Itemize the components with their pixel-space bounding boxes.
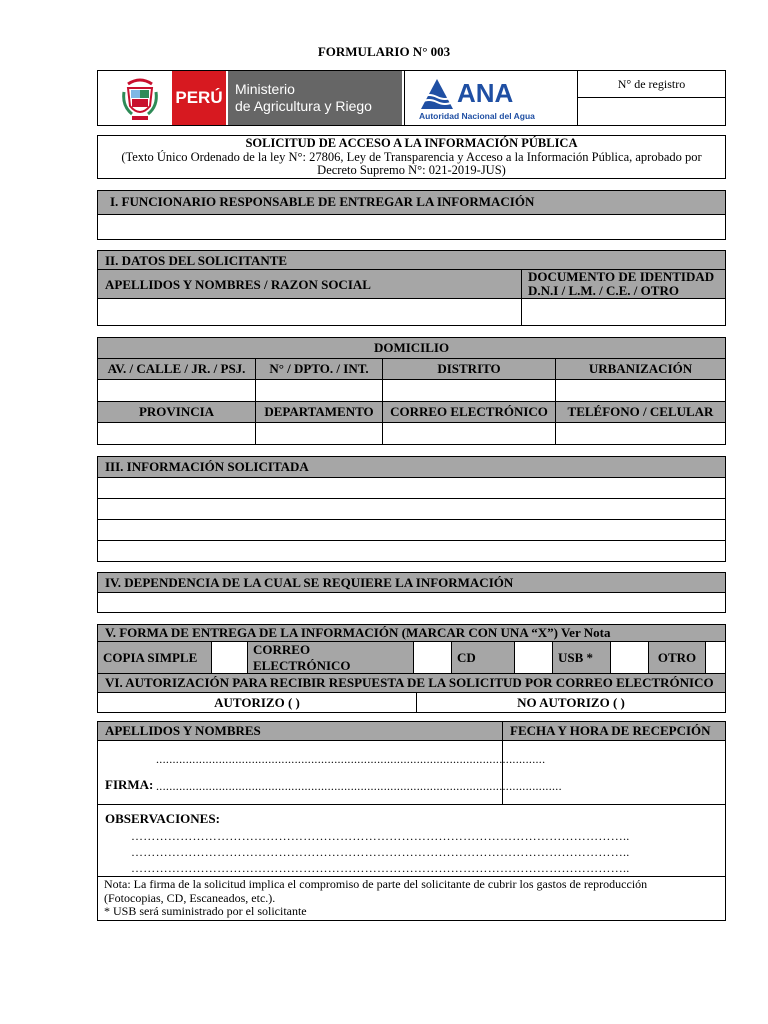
section5 bbox=[97, 624, 726, 673]
option-correo-box[interactable] bbox=[414, 642, 452, 675]
option-copia-label: COPIA SIMPLE bbox=[98, 642, 212, 675]
section4 bbox=[97, 572, 726, 612]
section2 bbox=[97, 250, 726, 326]
request-title: SOLICITUD DE ACCESO A LA INFORMACIÓN PÚBLICA bbox=[245, 136, 578, 150]
domicilio-title: DOMICILIO bbox=[98, 338, 726, 359]
calle-field[interactable] bbox=[98, 380, 256, 402]
section3 bbox=[97, 456, 726, 561]
col-distrito: DISTRITO bbox=[383, 359, 556, 380]
option-cd-label: CD bbox=[452, 642, 515, 675]
no-autorizo-option[interactable]: NO AUTORIZO ( ) bbox=[417, 693, 726, 713]
provincia-field[interactable] bbox=[98, 423, 256, 445]
option-otro-box[interactable] bbox=[706, 642, 726, 675]
doc-field[interactable] bbox=[522, 299, 725, 325]
observaciones-label: OBSERVACIONES: bbox=[105, 811, 220, 826]
peru-logo bbox=[172, 71, 226, 125]
names-label: APELLIDOS Y NOMBRES bbox=[98, 722, 503, 741]
option-cd-box[interactable] bbox=[515, 642, 553, 675]
ana-wave-icon bbox=[419, 79, 455, 109]
autorizo-option[interactable]: AUTORIZO ( ) bbox=[98, 693, 417, 713]
names-area[interactable] bbox=[98, 741, 562, 804]
obs-dots-2: ………………………………………………………………………………………………………….. bbox=[131, 845, 630, 859]
ana-label: ANA bbox=[457, 78, 514, 108]
info-line-2[interactable] bbox=[98, 499, 726, 520]
option-otro-label: OTRO bbox=[649, 642, 706, 675]
note-line3: * USB será suministrado por el solicitante bbox=[104, 904, 307, 918]
name-field[interactable] bbox=[98, 299, 522, 325]
departamento-field[interactable] bbox=[256, 423, 383, 445]
date-label: FECHA Y HORA DE RECEPCIÓN bbox=[503, 722, 725, 741]
registro-field[interactable] bbox=[577, 98, 725, 125]
signature-block bbox=[97, 721, 726, 921]
ministry-logo bbox=[228, 71, 402, 125]
correo-field[interactable] bbox=[383, 423, 556, 445]
dependencia-field[interactable] bbox=[98, 593, 726, 613]
option-usb-label: USB * bbox=[553, 642, 611, 675]
note-line1: Nota: La firma de la solicitud implica el compromiso de parte del solicitante de cubrir los gastos de reproducción bbox=[104, 877, 648, 891]
coat-of-arms-icon bbox=[120, 76, 160, 122]
option-usb-box[interactable] bbox=[611, 642, 649, 675]
doc-label-line2: D.N.I / L.M. / C.E. / OTRO bbox=[528, 283, 679, 298]
col-provincia: PROVINCIA bbox=[98, 402, 256, 423]
info-line-4[interactable] bbox=[98, 541, 726, 562]
info-line-3[interactable] bbox=[98, 520, 726, 541]
section1 bbox=[97, 190, 726, 240]
note-line2: (Fotocopias, CD, Escaneados, etc.). bbox=[104, 890, 276, 905]
date-field[interactable] bbox=[503, 741, 725, 804]
firma-label: FIRMA: bbox=[105, 777, 154, 792]
section6 bbox=[97, 673, 726, 712]
col-departamento: DEPARTAMENTO bbox=[256, 402, 383, 423]
section1-title: I. FUNCIONARIO RESPONSABLE DE ENTREGAR LA INFORMACIÓN bbox=[98, 191, 725, 215]
distrito-field[interactable] bbox=[383, 380, 556, 402]
obs-dots-3: ………………………………………………………………………………………………………….. bbox=[131, 861, 630, 875]
section2-title: II. DATOS DEL SOLICITANTE bbox=[98, 251, 725, 270]
request-subtitle-line2: Decreto Supremo N°: 021-2019-JUS) bbox=[317, 163, 506, 177]
section4-title: IV. DEPENDENCIA DE LA CUAL SE REQUIERE LA INFORMACIÓN bbox=[98, 573, 726, 593]
ana-subtitle: Autoridad Nacional del Agua bbox=[419, 111, 535, 121]
peru-label: PERÚ bbox=[175, 88, 223, 107]
doc-label-line1: DOCUMENTO DE IDENTIDAD bbox=[528, 269, 715, 284]
telefono-field[interactable] bbox=[556, 423, 726, 445]
section6-title: VI. AUTORIZACIÓN PARA RECIBIR RESPUESTA DE LA SOLICITUD POR CORREO ELECTRÓNICO bbox=[98, 674, 726, 693]
name-label: APELLIDOS Y NOMBRES / RAZON SOCIAL bbox=[98, 270, 522, 299]
col-urbanizacion: URBANIZACIÓN bbox=[556, 359, 726, 380]
section3-title: III. INFORMACIÓN SOLICITADA bbox=[98, 457, 726, 478]
names-dots: ...................................................................................................................... bbox=[156, 752, 546, 766]
dpto-field[interactable] bbox=[256, 380, 383, 402]
header-box bbox=[97, 70, 726, 126]
col-telefono: TELÉFONO / CELULAR bbox=[556, 402, 726, 423]
registro-label: N° de registro bbox=[617, 77, 686, 91]
urbanizacion-field[interactable] bbox=[556, 380, 726, 402]
option-copia-box[interactable] bbox=[212, 642, 248, 675]
section5-title: V. FORMA DE ENTREGA DE LA INFORMACIÓN (MARCAR CON UNA “X”) Ver Nota bbox=[98, 625, 726, 642]
note bbox=[98, 877, 725, 920]
observaciones-area[interactable] bbox=[98, 804, 725, 877]
request-subtitle-line1: (Texto Único Ordenado de la ley N°: 27806, Ley de Transparencia y Acceso a la Información Pública, aprobado por bbox=[121, 149, 702, 164]
doc-label bbox=[522, 270, 725, 299]
info-line-1[interactable] bbox=[98, 478, 726, 499]
request-title-box bbox=[97, 135, 726, 179]
firma-dots: ........................................................................................................................... bbox=[156, 779, 562, 793]
obs-dots-1: ………………………………………………………………………………………………………….. bbox=[131, 829, 630, 843]
col-calle: AV. / CALLE / JR. / PSJ. bbox=[98, 359, 256, 380]
funcionario-field[interactable] bbox=[98, 215, 725, 239]
registro-cell bbox=[577, 71, 725, 98]
col-correo: CORREO ELECTRÓNICO bbox=[383, 402, 556, 423]
col-dpto: N° / DPTO. / INT. bbox=[256, 359, 383, 380]
option-correo-label: CORREO ELECTRÓNICO bbox=[248, 642, 414, 675]
ministry-line2: de Agricultura y Riego bbox=[235, 98, 372, 114]
ana-logo bbox=[404, 71, 577, 125]
ministry-line1: Ministerio bbox=[235, 81, 295, 97]
domicilio-section bbox=[97, 337, 726, 445]
form-title: FORMULARIO N° 003 bbox=[317, 44, 451, 59]
